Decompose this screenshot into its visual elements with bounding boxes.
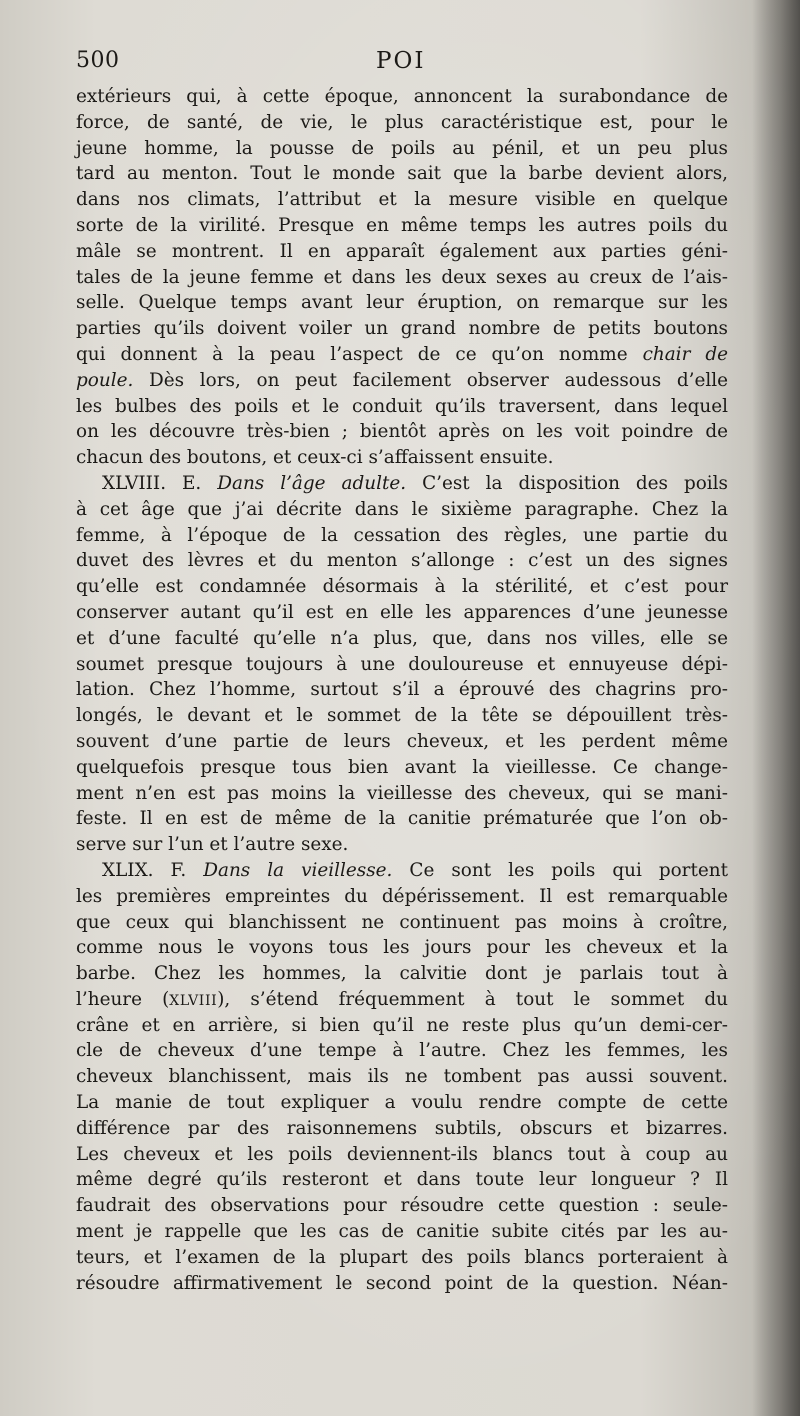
text-line: [76, 729, 728, 755]
text-line: [76, 368, 728, 394]
text-run: qu’elle est condamnée désormais à la stérilité, et c’est pour: [76, 576, 728, 598]
text-run: duvet des lèvres et du menton s’allonge : c’est un des signes: [76, 550, 728, 572]
text-run: ment n’en est pas moins la vieillesse des cheveux, qui se mani-: [76, 782, 728, 804]
text-line: [76, 1013, 728, 1039]
text-line: [76, 84, 728, 110]
text-run: conserver autant qu’il est en elle les apparences d’une jeunesse: [76, 601, 728, 623]
text-line: [76, 394, 728, 420]
text-line: [76, 290, 728, 316]
text-run: selle. Quelque temps avant leur éruption, on remarque sur les: [76, 292, 728, 314]
text-line: [76, 626, 728, 652]
text-run: dans nos climats, l’attribut et la mesure visible en quelque: [76, 189, 728, 211]
text-run: longés, le devant et le sommet de la tête se dépouillent très-: [76, 705, 728, 727]
text-run: Les cheveux et les poils deviennent-ils blancs tout à coup au: [76, 1143, 728, 1165]
page-header: [76, 48, 726, 82]
text-line: [76, 987, 728, 1013]
text-run: qui donnent à la peau l’aspect de ce qu’on nomme: [76, 343, 643, 365]
text-run: on les découvre très-bien ; bientôt après on les voit poindre de: [76, 421, 728, 443]
text-line: [76, 858, 728, 884]
text-line: [76, 1167, 728, 1193]
text-line: [76, 910, 728, 936]
text-line: [76, 1193, 728, 1219]
italic-text: chair de: [642, 343, 728, 365]
text-line: [76, 342, 728, 368]
text-line: [76, 677, 728, 703]
text-run: extérieurs qui, à cette époque, annoncent la surabondance de: [76, 86, 728, 107]
text-run: Dès lors, on peut facilement observer audessous d’elle: [133, 369, 728, 391]
text-run: feste. Il en est de même de la canitie prématurée que l’on ob-: [76, 808, 728, 830]
text-run: soumet presque toujours à une douloureuse et ennuyeuse dépi-: [76, 653, 728, 675]
text-run: souvent d’une partie de leurs cheveux, et les perdent même: [76, 730, 728, 752]
italic-text: poule.: [76, 369, 134, 391]
text-line: [76, 161, 728, 187]
text-run: tales de la jeune femme et dans les deux sexes au creux de l’ais-: [76, 266, 728, 288]
text-run: comme nous le voyons tous les jours pour les cheveux et la: [76, 937, 728, 959]
text-run: cle de cheveux d’une tempe à l’autre. Chez les femmes, les: [76, 1040, 728, 1062]
text-line: [76, 884, 728, 910]
text-run: même degré qu’ils resteront et dans toute leur longueur ? Il: [76, 1169, 728, 1191]
text-line: [76, 523, 728, 549]
text-run: serve sur l’un et l’autre sexe.: [76, 834, 349, 856]
text-run: sorte de la virilité. Presque en même temps les autres poils du: [76, 214, 728, 236]
text-run: jeune homme, la pousse de poils au pénil, et un peu plus: [76, 137, 728, 159]
text-line: [76, 781, 728, 807]
text-run: parties qu’ils doivent voiler un grand nombre de petits boutons: [76, 318, 728, 340]
text-run: ment je rappelle que les cas de canitie subite cités par les au-: [76, 1221, 728, 1243]
text-line: [76, 574, 728, 600]
text-line: [76, 1038, 728, 1064]
text-run: femme, à l’époque de la cessation des règles, une partie du: [76, 524, 728, 546]
text-line: [76, 1245, 728, 1271]
text-run: La manie de tout expliquer a voulu rendre compte de cette: [76, 1092, 728, 1114]
text-line: [76, 213, 728, 239]
text-line: [76, 265, 728, 291]
text-line: [76, 832, 728, 858]
text-run: chacun des boutons, et ceux-ci s’affaissent ensuite.: [76, 447, 554, 469]
text-line: [76, 600, 728, 626]
text-line: [76, 497, 728, 523]
text-run: faudrait des observations pour résoudre cette question : seule-: [76, 1195, 728, 1217]
text-line: [76, 471, 728, 497]
text-line: [76, 136, 728, 162]
italic-text: Dans l’âge adulte.: [217, 472, 407, 494]
running-head: POI: [376, 48, 426, 74]
text-run: barbe. Chez les hommes, la calvitie dont je parlais tout à: [76, 963, 728, 985]
text-run: XLVIII. E.: [102, 472, 218, 494]
text-line: [76, 1142, 728, 1168]
text-run: Ce sont les poils qui portent: [392, 859, 728, 881]
text-run: et d’une faculté qu’elle n’a plus, que, dans nos villes, elle se: [76, 627, 728, 649]
italic-text: Dans la vieillesse.: [203, 859, 393, 881]
text-line: [76, 419, 728, 445]
text-line: [76, 806, 728, 832]
text-line: [76, 1090, 728, 1116]
text-run: mâle se montrent. Il en apparaît également aux parties géni-: [76, 240, 728, 262]
text-run: différence par des raisonnemens subtils, obscurs et bizarres.: [76, 1117, 728, 1139]
text-line: [76, 1271, 728, 1297]
text-run: cheveux blanchissent, mais ils ne tombent pas aussi souvent.: [76, 1066, 728, 1088]
page-number: 500: [76, 48, 120, 73]
text-run: teurs, et l’examen de la plupart des poils blancs porteraient à: [76, 1246, 728, 1268]
text-run: lation. Chez l’homme, surtout s’il a éprouvé des chagrins pro-: [76, 679, 728, 701]
text-line: [76, 652, 728, 678]
text-run: à cet âge que j’ai décrite dans le sixième paragraphe. Chez la: [76, 498, 728, 520]
text-line: [76, 316, 728, 342]
text-run: résoudre affirmativement le second point de la question. Néan-: [76, 1272, 728, 1294]
text-line: [76, 1116, 728, 1142]
text-run: les premières empreintes du dépérissement. Il est remarquable: [76, 885, 728, 907]
text-run: crâne et en arrière, si bien qu’il ne reste plus qu’un demi-cer-: [76, 1014, 728, 1036]
text-line: [76, 703, 728, 729]
small-caps-text: XLVIII: [169, 992, 218, 1009]
text-run: tard au menton. Tout le monde sait que la barbe devient alors,: [76, 163, 728, 185]
text-line: [76, 755, 728, 781]
text-line: [76, 961, 728, 987]
text-run: l’heure (: [76, 988, 170, 1010]
text-run: XLIX. F.: [102, 859, 204, 881]
text-run: ), s’étend fréquemment à tout le sommet du: [217, 988, 728, 1010]
text-line: [76, 1064, 728, 1090]
text-line: [76, 187, 728, 213]
text-run: force, de santé, de vie, le plus caractéristique est, pour le: [76, 111, 728, 133]
text-line: [76, 239, 728, 265]
page-edge-shadow: [752, 0, 800, 1416]
text-run: que ceux qui blanchissent ne continuent pas moins à croître,: [76, 911, 728, 933]
text-run: C’est la disposition des poils: [406, 472, 728, 494]
text-line: [76, 1219, 728, 1245]
text-run: quelquefois presque tous bien avant la vieillesse. Ce change-: [76, 756, 728, 778]
body-text: [76, 84, 728, 1296]
text-line: [76, 110, 728, 136]
text-run: les bulbes des poils et le conduit qu’ils traversent, dans lequel: [76, 395, 728, 417]
text-line: [76, 445, 728, 471]
text-line: [76, 548, 728, 574]
text-line: [76, 935, 728, 961]
